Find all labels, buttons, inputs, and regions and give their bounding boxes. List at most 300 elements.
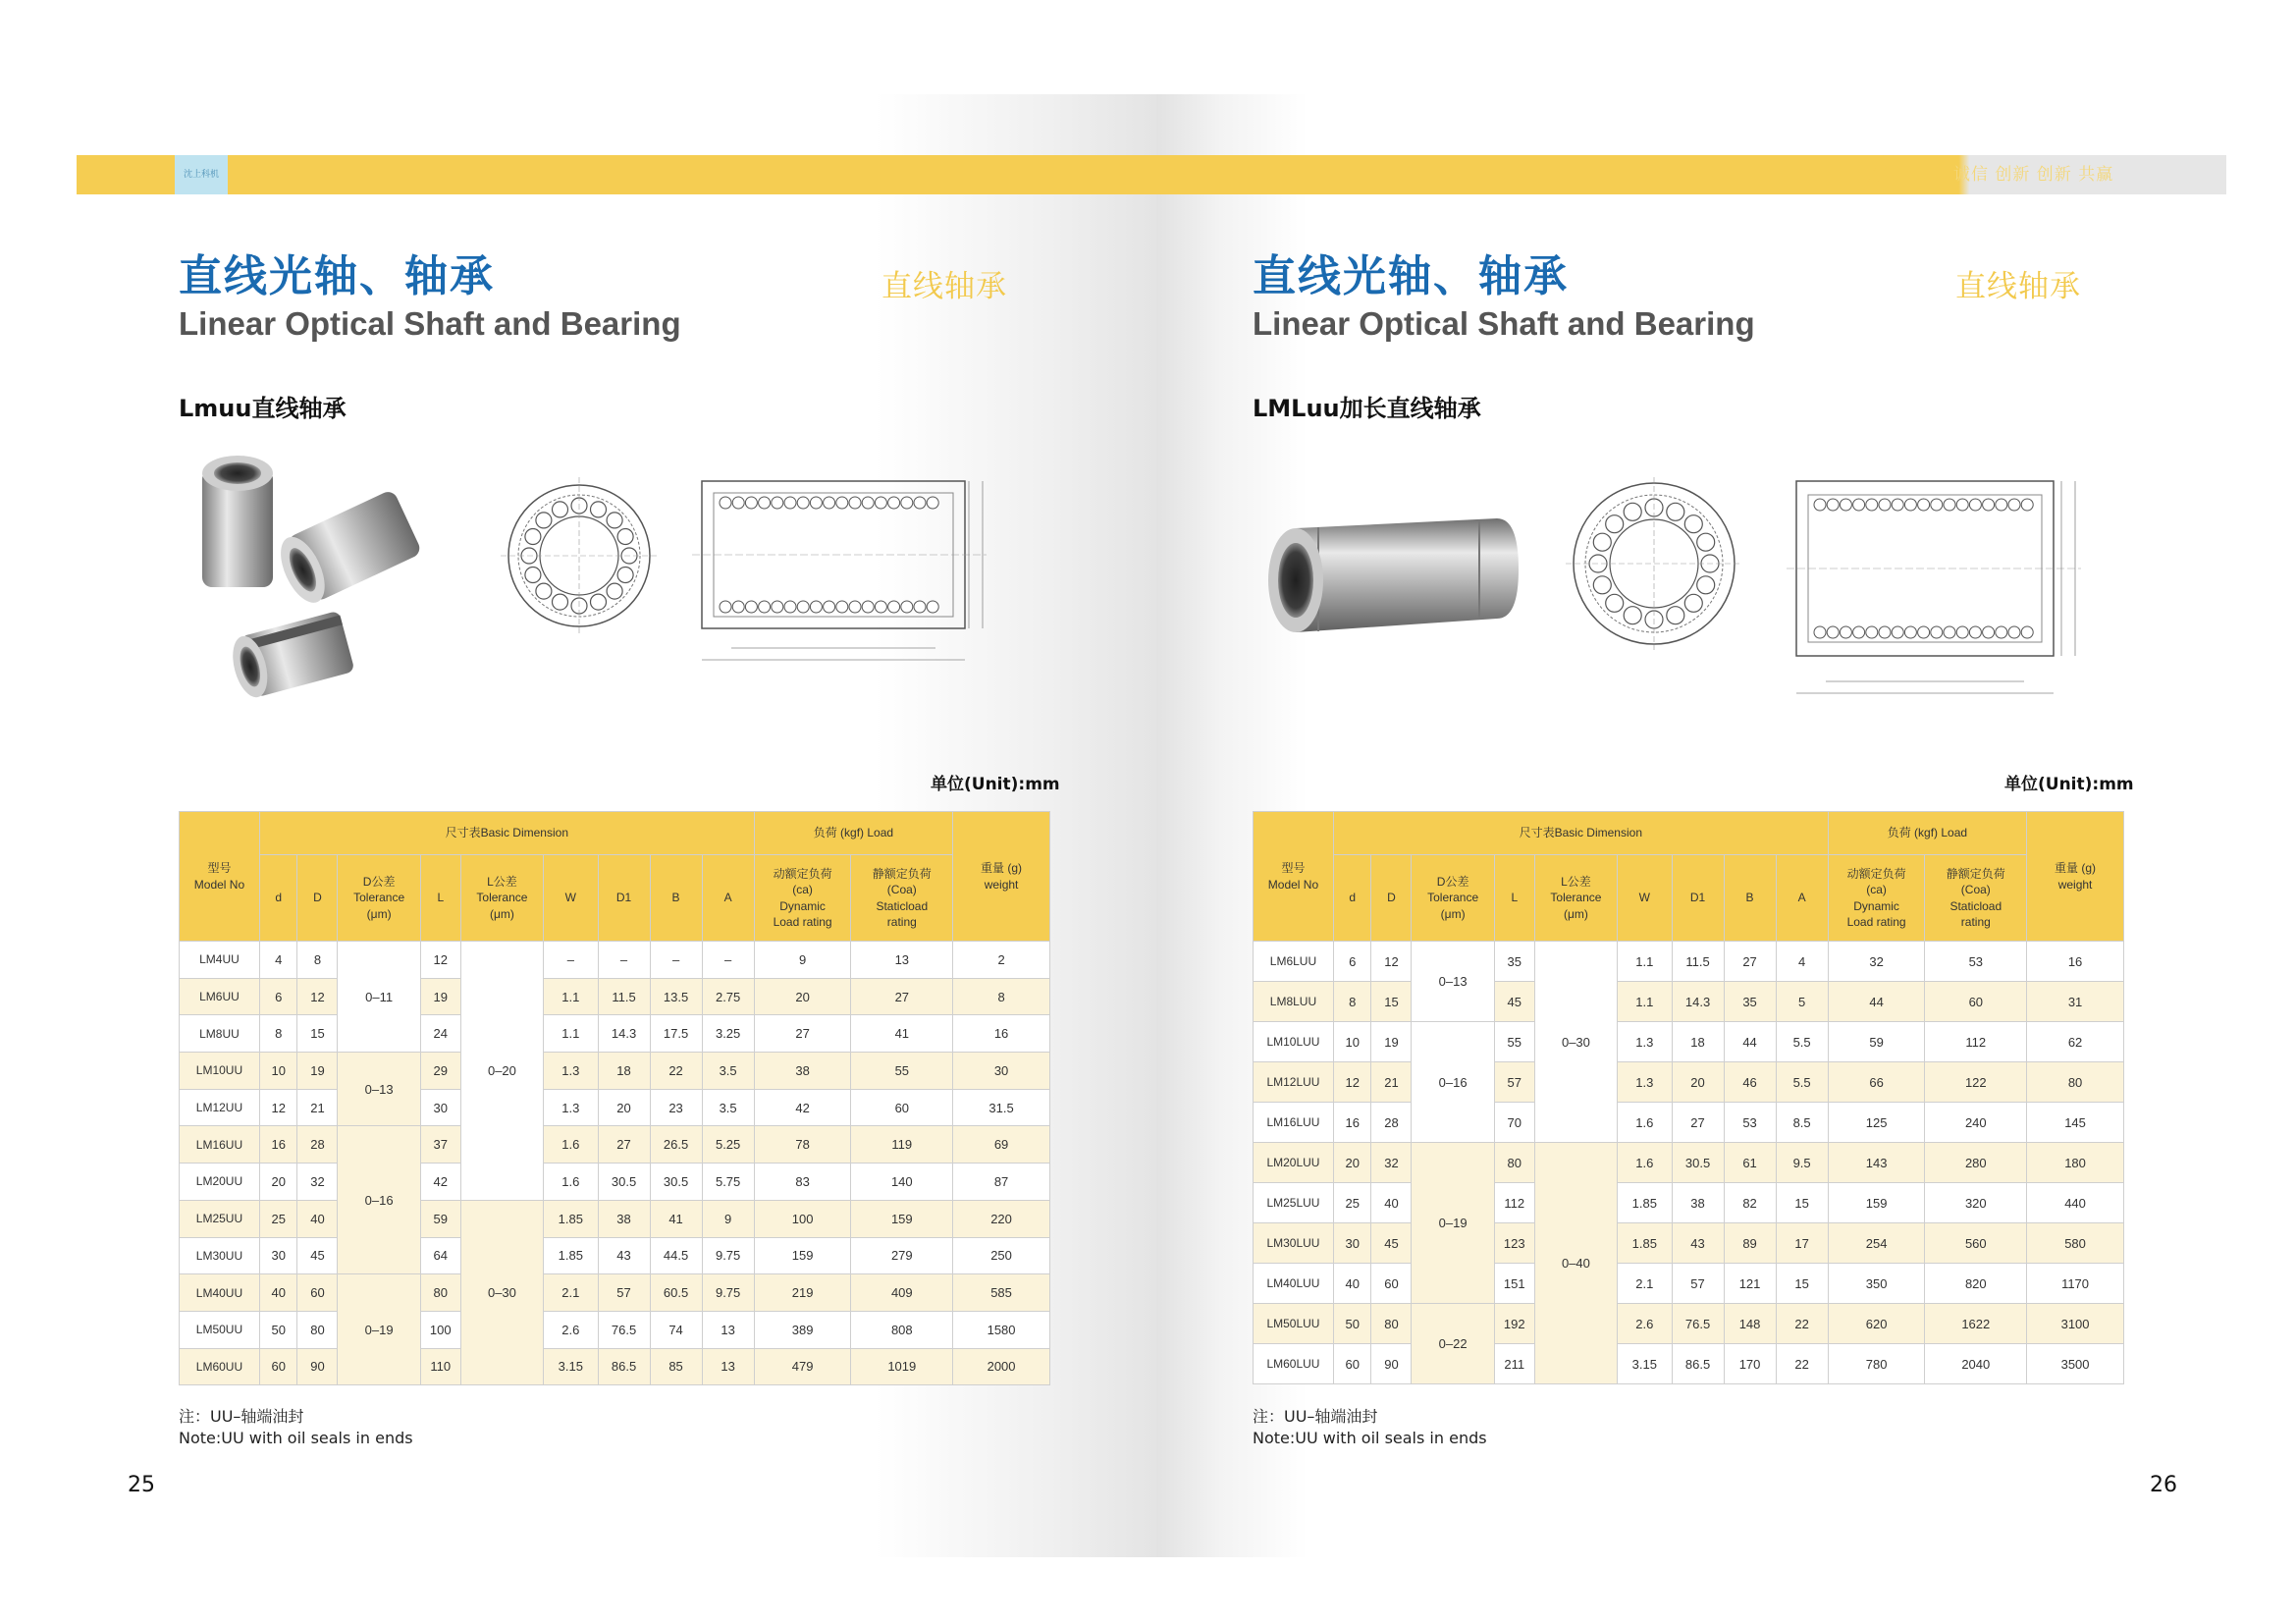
cell-w: 2.1 [544,1274,598,1312]
cell-b: 85 [650,1348,702,1385]
roller-element [745,497,757,509]
header-l-tol: L公差 Tolerance (μm) [1534,855,1617,942]
cell-d: 4 [259,942,297,979]
page-number: 25 [128,1473,155,1497]
cell-L: 112 [1494,1183,1534,1223]
ball-element [1667,607,1684,624]
header-a: A [1776,855,1828,942]
ball-element [617,568,633,583]
cell-d1: 76.5 [598,1311,650,1348]
cell-model: LM8UU [180,1015,260,1053]
bearing-side-drawing-icon [1787,475,2101,711]
cell-D: 19 [297,1053,338,1090]
page-title-cn: 直线光轴、轴承 [179,251,495,301]
cell-b: 82 [1724,1183,1776,1223]
header-dynamic: 动额定负荷 (ca) Dynamic Load rating [754,855,851,942]
header-basic-dimension: 尺寸表Basic Dimension [1333,812,1828,855]
cell-model: LM30LUU [1254,1223,1334,1264]
cell-d1: 14.3 [598,1015,650,1053]
cell-model: LM40LUU [1254,1264,1334,1304]
cell-a: 13 [702,1348,754,1385]
header-w: W [1618,855,1672,942]
roller-element [1904,499,1916,511]
cell-a: 9 [702,1200,754,1237]
cell-stat: 13 [851,942,953,979]
table-row [1254,1183,2124,1223]
cell-wt: 145 [2027,1103,2124,1143]
cell-model: LM20LUU [1254,1143,1334,1183]
cell-d1: 43 [1672,1223,1724,1264]
cell-d1: 14.3 [1672,982,1724,1022]
cell-d-tolerance: 0–13 [1412,942,1494,1022]
cell-d: 30 [259,1237,297,1274]
cell-stat: 27 [851,978,953,1015]
table-row [180,1089,1050,1126]
cell-wt: 16 [2027,942,2124,982]
cell-d-tolerance: 0–19 [338,1274,420,1385]
roller-element [1983,626,1995,638]
cell-w: 3.15 [1618,1344,1672,1384]
cell-dyn: 350 [1828,1264,1925,1304]
ball-element [1624,607,1641,624]
cell-wt: 2000 [953,1348,1050,1385]
roller-element [2008,626,2020,638]
cell-a: 5.5 [1776,1062,1828,1103]
cell-dyn: 83 [754,1164,851,1201]
section-tag: 直线轴承 [881,269,1007,304]
roller-element [797,601,809,613]
cell-d: 12 [259,1089,297,1126]
cell-L: 19 [420,978,460,1015]
cell-dyn: 42 [754,1089,851,1126]
cell-b: 35 [1724,982,1776,1022]
roller-element [888,601,900,613]
cell-wt: 250 [953,1237,1050,1274]
cell-wt: 2 [953,942,1050,979]
cell-a: 5 [1776,982,1828,1022]
cell-a: 22 [1776,1304,1828,1344]
roller-element [1814,626,1826,638]
cell-D: 32 [297,1164,338,1201]
table-row [180,1311,1050,1348]
table-row [1254,1264,2124,1304]
cell-D: 45 [297,1237,338,1274]
cell-a: 4 [1776,942,1828,982]
cell-d1: 43 [598,1237,650,1274]
roller-element [927,601,938,613]
cell-d1: 20 [598,1089,650,1126]
unit-label: 单位(Unit):mm [931,775,1060,794]
cell-L: 80 [420,1274,460,1312]
cell-dyn: 27 [754,1015,851,1053]
cell-D: 40 [297,1200,338,1237]
ball-element [1606,515,1624,533]
roller-element [2008,499,2020,511]
cell-stat: 1019 [851,1348,953,1385]
cell-w: 1.1 [1618,942,1672,982]
cell-b: 26.5 [650,1126,702,1164]
cell-d: 40 [1333,1264,1371,1304]
roller-element [1892,626,1903,638]
cell-stat: 808 [851,1311,953,1348]
header-load: 负荷 (kgf) Load [754,812,952,855]
cell-D: 90 [1371,1344,1412,1384]
unit-label: 单位(Unit):mm [2004,775,2134,794]
cell-d1: 27 [1672,1103,1724,1143]
cell-dyn: 389 [754,1311,851,1348]
cell-w: 1.6 [1618,1103,1672,1143]
roller-element [1904,626,1916,638]
product-subtitle: Lmuu直线轴承 [179,395,347,422]
roller-element [772,497,783,509]
roller-element [1918,626,1930,638]
header-a: A [702,855,754,942]
cell-model: LM50LUU [1254,1304,1334,1344]
cell-dyn: 125 [1828,1103,1925,1143]
roller-element [1879,499,1891,511]
cell-wt: 580 [2027,1223,2124,1264]
cell-b: – [650,942,702,979]
roller-element [824,497,835,509]
cell-d-tolerance: 0–11 [338,942,420,1053]
roller-element [875,601,886,613]
cell-a: 9.5 [1776,1143,1828,1183]
cell-wt: 16 [953,1015,1050,1053]
cell-w: 1.85 [544,1200,598,1237]
cell-D: 8 [297,942,338,979]
roller-element [914,497,926,509]
cell-L: 110 [420,1348,460,1385]
cell-dyn: 620 [1828,1304,1925,1344]
header-l-tol: L公差 Tolerance (μm) [460,855,543,942]
header-d-tol: D公差 Tolerance (μm) [1412,855,1494,942]
cell-d1: 57 [1672,1264,1724,1304]
header-weight: 重量 (g) weight [953,812,1050,942]
cell-d: 20 [1333,1143,1371,1183]
cell-d: 10 [1333,1022,1371,1062]
cell-D: 28 [297,1126,338,1164]
cell-L: 64 [420,1237,460,1274]
cell-L: 211 [1494,1344,1534,1384]
roller-element [901,497,913,509]
roller-element [1866,499,1878,511]
ball-element [591,502,607,517]
table-row [1254,982,2124,1022]
cell-dyn: 219 [754,1274,851,1312]
cell-w: 1.3 [544,1089,598,1126]
cell-d1: 30.5 [598,1164,650,1201]
roller-element [1827,626,1839,638]
cell-wt: 69 [953,1126,1050,1164]
page-title-en: Linear Optical Shaft and Bearing [1253,305,1755,342]
roller-element [784,601,796,613]
table-row [180,1200,1050,1237]
cell-model: LM10LUU [1254,1022,1334,1062]
cell-stat: 240 [1925,1103,2027,1143]
cell-w: 1.3 [1618,1062,1672,1103]
cell-stat: 159 [851,1200,953,1237]
cell-a: 2.75 [702,978,754,1015]
roller-element [836,497,848,509]
roller-element [810,601,822,613]
roller-element [1840,499,1851,511]
cell-D: 80 [297,1311,338,1348]
cell-d: 60 [1333,1344,1371,1384]
cell-d: 25 [1333,1183,1371,1223]
cell-stat: 55 [851,1053,953,1090]
cell-d1: 11.5 [1672,942,1724,982]
cell-dyn: 100 [754,1200,851,1237]
roller-element [1918,499,1930,511]
roller-element [862,601,874,613]
cell-stat: 41 [851,1015,953,1053]
cell-stat: 53 [1925,942,2027,982]
table-row [180,1274,1050,1312]
cell-stat: 820 [1925,1264,2027,1304]
roller-element [1983,499,1995,511]
cell-wt: 31 [2027,982,2124,1022]
header-basic-dimension: 尺寸表Basic Dimension [259,812,754,855]
cell-L: 151 [1494,1264,1534,1304]
cell-D: 12 [1371,942,1412,982]
roller-element [772,601,783,613]
cell-b: 44 [1724,1022,1776,1062]
roller-element [797,497,809,509]
ball-element [525,568,541,583]
cell-dyn: 780 [1828,1344,1925,1384]
cell-b: 23 [650,1089,702,1126]
table-row [1254,1304,2124,1344]
ball-element [1593,576,1611,594]
cell-dyn: 254 [1828,1223,1925,1264]
bearing-side-drawing-icon [692,475,1006,681]
cell-d: 12 [1333,1062,1371,1103]
cell-d: 20 [259,1164,297,1201]
cell-b: 44.5 [650,1237,702,1274]
roller-element [836,601,848,613]
table-row [1254,1223,2124,1264]
ball-element [1593,533,1611,551]
cell-wt: 8 [953,978,1050,1015]
bearing-cross-section-icon [1561,475,1747,652]
ball-element [1606,594,1624,612]
cell-a: 15 [1776,1264,1828,1304]
cell-model: LM8LUU [1254,982,1334,1022]
cell-stat: 280 [1925,1143,2027,1183]
cell-L: 42 [420,1164,460,1201]
cell-d1: 38 [1672,1183,1724,1223]
cell-D: 80 [1371,1304,1412,1344]
cell-wt: 62 [2027,1022,2124,1062]
cell-b: 121 [1724,1264,1776,1304]
roller-element [1996,499,2007,511]
cell-d1: 30.5 [1672,1143,1724,1183]
cell-a: 3.5 [702,1089,754,1126]
cell-stat: 409 [851,1274,953,1312]
table-row [180,1164,1050,1201]
cell-b: 61 [1724,1143,1776,1183]
cell-d: 8 [1333,982,1371,1022]
roller-element [720,497,731,509]
cell-a: 9.75 [702,1237,754,1274]
roller-element [1853,626,1865,638]
cell-model: LM6UU [180,978,260,1015]
roller-element [759,601,771,613]
roller-element [849,497,861,509]
cell-a: 15 [1776,1183,1828,1223]
roller-element [732,497,744,509]
cell-L: 35 [1494,942,1534,982]
roller-element [745,601,757,613]
header-load: 负荷 (kgf) Load [1828,812,2026,855]
cell-D: 12 [297,978,338,1015]
cell-model: LM6LUU [1254,942,1334,982]
cell-L: 70 [1494,1103,1534,1143]
header-d: d [259,855,297,942]
cell-w: 1.85 [544,1237,598,1274]
cell-model: LM30UU [180,1237,260,1274]
cell-w: – [544,942,598,979]
roller-element [2021,499,2033,511]
cell-a: 22 [1776,1344,1828,1384]
cell-D: 90 [297,1348,338,1385]
cell-dyn: 44 [1828,982,1925,1022]
cell-b: 13.5 [650,978,702,1015]
header-model: 型号 Model No [1254,812,1334,942]
roller-element [888,497,900,509]
roller-element [1931,499,1943,511]
cell-model: LM10UU [180,1053,260,1090]
cell-w: 1.3 [1618,1022,1672,1062]
cell-d1: 20 [1672,1062,1724,1103]
cell-wt: 220 [953,1200,1050,1237]
cell-b: 17.5 [650,1015,702,1053]
ball-element [1697,533,1715,551]
header-d: d [1333,855,1371,942]
cell-D: 40 [1371,1183,1412,1223]
header-d1: D1 [1672,855,1724,942]
cell-a: 5.5 [1776,1022,1828,1062]
cell-b: 53 [1724,1103,1776,1143]
roller-element [824,601,835,613]
roller-element [1944,626,1955,638]
cell-D: 21 [297,1089,338,1126]
cell-L: 24 [420,1015,460,1053]
header-w: W [544,855,598,942]
cell-D: 60 [297,1274,338,1312]
cell-wt: 30 [953,1053,1050,1090]
cell-d1: 38 [598,1200,650,1237]
cell-stat: 2040 [1925,1344,2027,1384]
header-b: B [1724,855,1776,942]
cell-d: 25 [259,1200,297,1237]
cell-d1: 11.5 [598,978,650,1015]
spec-table-lmuu [179,811,1050,1385]
cell-b: 170 [1724,1344,1776,1384]
header-d: D [297,855,338,942]
cell-w: 2.1 [1618,1264,1672,1304]
section-tag: 直线轴承 [1955,269,2081,304]
roller-element [1956,499,1968,511]
cell-model: LM25LUU [1254,1183,1334,1223]
cell-L: 12 [420,942,460,979]
cell-d-tolerance: 0–19 [1412,1143,1494,1304]
cell-model: LM60UU [180,1348,260,1385]
cell-L: 192 [1494,1304,1534,1344]
bearing-cross-section-icon [496,475,663,637]
table-row [180,1053,1050,1090]
roller-element [875,497,886,509]
cell-D: 45 [1371,1223,1412,1264]
cell-stat: 140 [851,1164,953,1201]
cell-model: LM12LUU [1254,1062,1334,1103]
cell-model: LM60LUU [1254,1344,1334,1384]
cell-b: 46 [1724,1062,1776,1103]
ball-element [553,502,568,517]
roller-element [1853,499,1865,511]
roller-element [1892,499,1903,511]
cell-d: 50 [1333,1304,1371,1344]
bearing-photo [187,442,471,727]
roller-element [1996,626,2007,638]
cell-d1: 86.5 [1672,1344,1724,1384]
ball-element [607,513,622,528]
cell-b: 148 [1724,1304,1776,1344]
ball-element [1697,576,1715,594]
cell-wt: 585 [953,1274,1050,1312]
cell-w: 1.85 [1618,1183,1672,1223]
cell-stat: 320 [1925,1183,2027,1223]
cell-w: 2.6 [1618,1304,1672,1344]
cell-D: 15 [297,1015,338,1053]
cell-stat: 279 [851,1237,953,1274]
cell-w: 1.85 [1618,1223,1672,1264]
header-dynamic: 动额定负荷 (ca) Dynamic Load rating [1828,855,1925,942]
header-d-tol: D公差 Tolerance (μm) [338,855,420,942]
table-row [1254,1103,2124,1143]
cell-a: 13 [702,1311,754,1348]
table-row [1254,1344,2124,1384]
ball-element [536,583,552,599]
cell-model: LM25UU [180,1200,260,1237]
roller-element [1969,626,1981,638]
cell-a: 3.25 [702,1015,754,1053]
roller-element [1866,626,1878,638]
cell-L: 37 [420,1126,460,1164]
cell-model: LM12UU [180,1089,260,1126]
cell-L: 55 [1494,1022,1534,1062]
cell-b: 27 [1724,942,1776,982]
cell-b: 22 [650,1053,702,1090]
cell-dyn: 38 [754,1053,851,1090]
cell-dyn: 66 [1828,1062,1925,1103]
roller-element [1931,626,1943,638]
roller-element [1879,626,1891,638]
cell-a: 5.75 [702,1164,754,1201]
cell-d: 10 [259,1053,297,1090]
cell-stat: 1622 [1925,1304,2027,1344]
cell-model: LM4UU [180,942,260,979]
cell-l-tolerance: 0–30 [1534,942,1617,1143]
cell-dyn: 59 [1828,1022,1925,1062]
cell-w: 1.1 [544,978,598,1015]
roller-element [1840,626,1851,638]
header-l: L [1494,855,1534,942]
cell-d: 6 [1333,942,1371,982]
cell-d: 40 [259,1274,297,1312]
cell-wt: 1580 [953,1311,1050,1348]
cell-l-tolerance: 0–40 [1534,1143,1617,1384]
